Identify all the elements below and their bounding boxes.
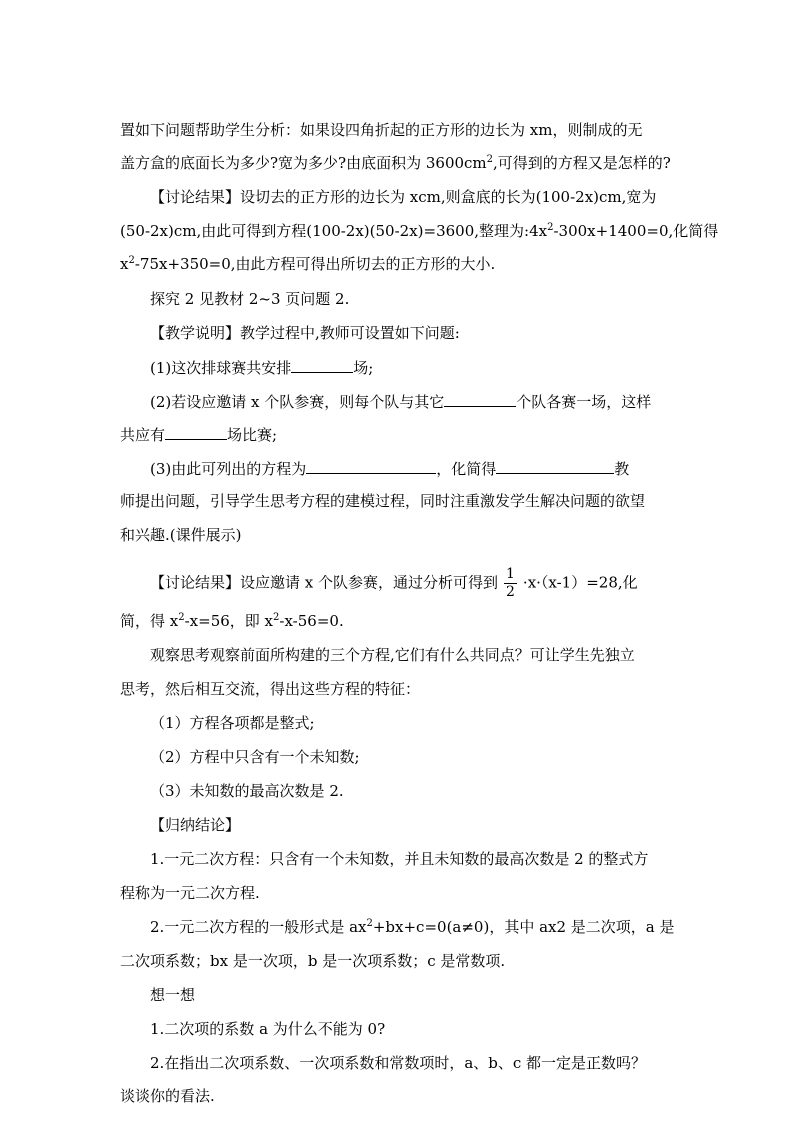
paragraph-line: 师提出问题，引导学生思考方程的建模过程，同时注重激发学生解决问题的欲望 — [120, 492, 646, 510]
answer-blank — [291, 357, 353, 373]
question-line: 共应有 场比赛; — [120, 426, 278, 444]
paragraph-line: 【教学说明】教学过程中,教师可设置如下问题: — [150, 324, 460, 342]
section-heading: 【归纳结论】 — [150, 816, 241, 834]
paragraph-line: 1.一元二次方程：只含有一个未知数，并且未知数的最高次数是 2 的整式方 — [150, 850, 649, 868]
paragraph-line: 【讨论结果】设切去的正方形的边长为 xcm,则盒底的长为(100-2x)cm,宽为 — [150, 188, 657, 206]
paragraph-line: 1.二次项的系数 a 为什么不能为 0? — [150, 1020, 386, 1038]
paragraph-line: 【讨论结果】设应邀请 x 个队参赛，通过分析可得到 $\frac{1}{2}$ ·x·（x-1）=28,化 — [150, 566, 638, 600]
paragraph-line: 简，得 $x^2-x=56$，即 $x^2-x-56=0$. — [120, 612, 344, 630]
answer-blank — [496, 458, 614, 474]
feature-item: （2）方程中只含有一个未知数; — [150, 748, 360, 766]
paragraph-line: 2.一元二次方程的一般形式是 $ax^2+bx+c=0(a\ne 0)$，其中 ax2 是二次项，a 是 — [150, 918, 675, 936]
answer-blank — [165, 424, 227, 440]
paragraph-line: 谈谈你的看法. — [120, 1087, 215, 1105]
paragraph-line: 和兴趣.(课件展示) — [120, 526, 242, 544]
answer-blank — [306, 458, 436, 474]
fraction-one-half: $\frac{1}{2}$ — [506, 566, 515, 600]
paragraph-line: 盖方盒的底面长为多少?宽为多少?由底面积为 $3600cm^2$,可得到的方程又是怎样的? — [120, 154, 671, 172]
paragraph-line: (50-2x)cm,由此可得到方程(100-2x)(50-2x)=3600,整理为$:4x^2-300x+1400=0$,化简得 — [120, 222, 719, 240]
paragraph-line: 二次项系数；bx 是一次项，b 是一次项系数；c 是常数项. — [120, 952, 506, 970]
paragraph-line: $x^2-75x+350=0$,由此方程可得出所切去的正方形的大小. — [120, 255, 496, 273]
paragraph-line: 观察思考观察前面所构建的三个方程,它们有什么共同点？可让学生先独立 — [150, 646, 635, 664]
question-line: (1)这次排球赛共安排 场; — [150, 359, 374, 377]
paragraph-line: 2.在指出二次项系数、一次项系数和常数项时，a、b、c 都一定是正数吗？ — [150, 1054, 647, 1072]
paragraph-line: 程称为一元二次方程. — [120, 884, 260, 902]
question-line: (2)若设应邀请 x 个队参赛，则每个队与其它 个队各赛一场，这样 — [150, 393, 652, 411]
answer-blank — [444, 391, 516, 407]
feature-item: （1）方程各项都是整式; — [150, 714, 315, 732]
paragraph-line: 思考，然后相互交流，得出这些方程的特征： — [120, 680, 421, 698]
paragraph-line: 置如下问题帮助学生分析：如果设四角折起的正方形的边长为 xm，则制成的无 — [120, 121, 643, 139]
question-line: (3)由此可列出的方程为 ，化简得 教 — [150, 460, 630, 478]
paragraph-line: 探究 2 见教材 2~3 页问题 2. — [150, 290, 350, 308]
section-heading: 想一想 — [150, 986, 196, 1004]
feature-item: （3）未知数的最高次数是 2. — [150, 782, 344, 800]
